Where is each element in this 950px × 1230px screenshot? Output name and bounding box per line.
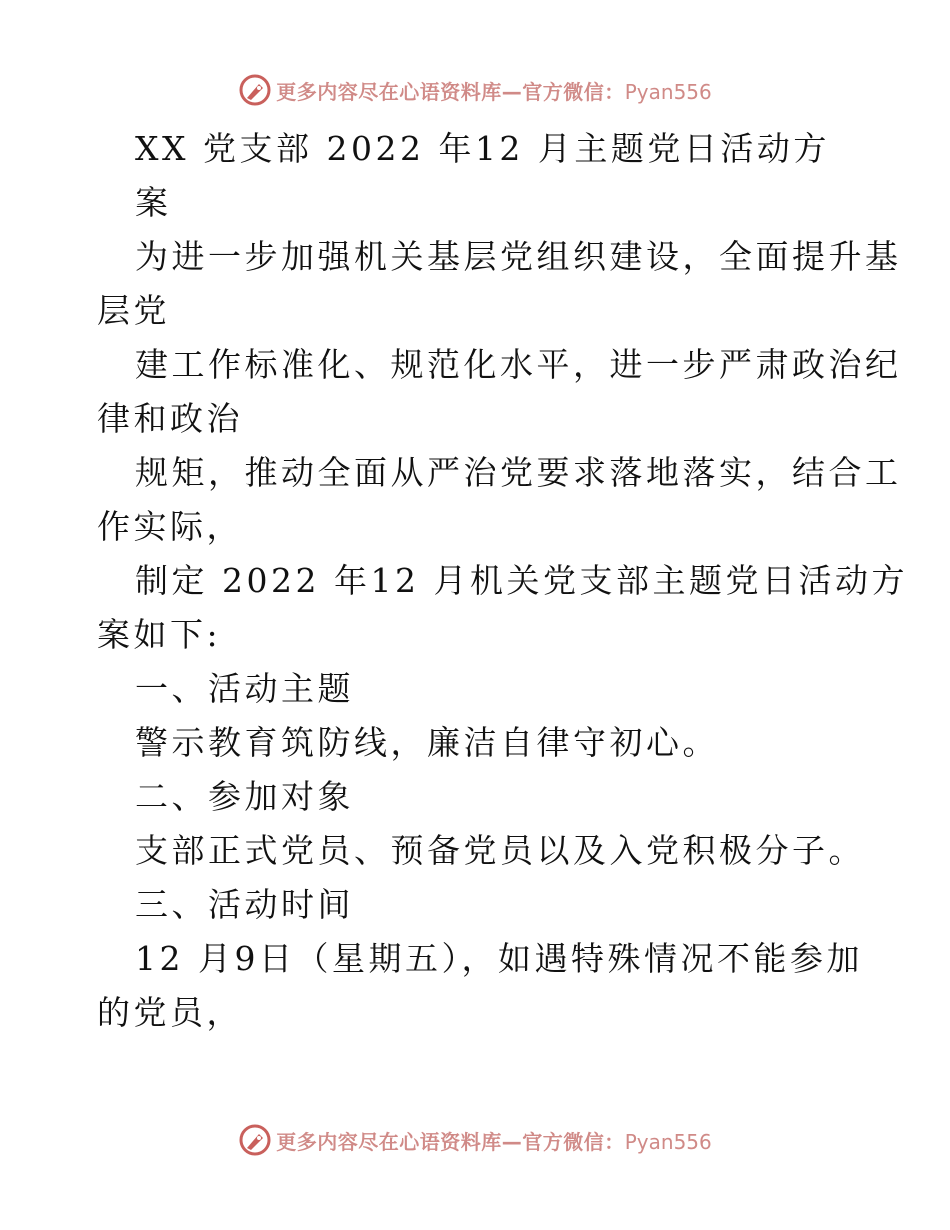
paragraph-line: 为进一步加强机关基层党组织建设，全面提升基 <box>135 237 902 276</box>
paragraph-line: 的党员， <box>97 993 243 1032</box>
paragraph-line: 层党 <box>97 291 170 330</box>
document-title-line-1: XX 党支部 2022 年12 月主题党日活动方 <box>135 129 830 168</box>
paragraph-line: 12 月9日（星期五），如遇特殊情况不能参加 <box>135 939 863 978</box>
document-title-line-2: 案 <box>135 183 172 222</box>
paragraph-line: 作实际， <box>97 507 243 546</box>
paragraph-line: 警示教育筑防线，廉洁自律守初心。 <box>135 723 719 762</box>
pen-nib-icon <box>238 73 272 107</box>
paragraph-line: 建工作标准化、规范化水平，进一步严肃政治纪 <box>135 345 902 384</box>
section-heading-theme: 一、活动主题 <box>135 669 354 708</box>
paragraph-line: 规矩，推动全面从严治党要求落地落实，结合工 <box>135 453 902 492</box>
watermark-text: 更多内容尽在心语资料库—官方微信：Pyan556 <box>276 79 712 104</box>
watermark-footer <box>0 1120 950 1160</box>
pen-nib-icon <box>238 1123 272 1157</box>
paragraph-line: 案如下: <box>97 615 222 654</box>
watermark-header <box>0 70 950 110</box>
paragraph-line: 律和政治 <box>97 399 243 438</box>
document-body <box>97 122 908 1040</box>
paragraph-line: 制定 2022 年12 月机关党支部主题党日活动方 <box>135 561 908 600</box>
paragraph-line: 支部正式党员、预备党员以及入党积极分子。 <box>135 831 865 870</box>
watermark-text: 更多内容尽在心语资料库—官方微信：Pyan556 <box>276 1129 712 1154</box>
section-heading-time: 三、活动时间 <box>135 885 354 924</box>
section-heading-participants: 二、参加对象 <box>135 777 354 816</box>
